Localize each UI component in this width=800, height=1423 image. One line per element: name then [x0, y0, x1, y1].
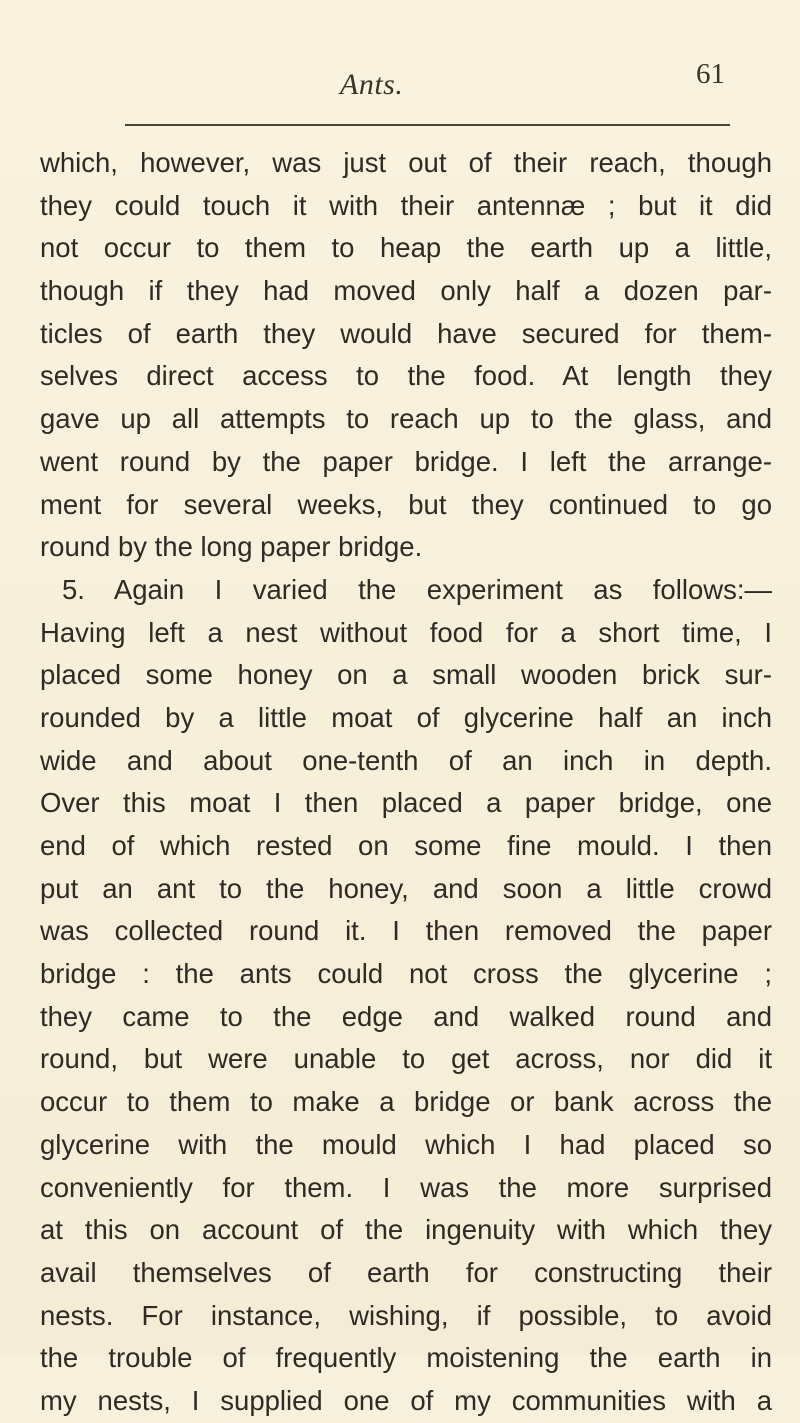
running-head: [0, 58, 800, 108]
text-line: my nests, I supplied one of my communities with a: [40, 1384, 772, 1416]
text-line: placed some honey on a small wooden brick sur-: [40, 659, 772, 691]
text-line: 5. Again I varied the experiment as follows:—: [62, 573, 772, 605]
text-line: they came to the edge and walked round and: [40, 1000, 772, 1032]
text-line: ticles of earth they would have secured for them-: [40, 317, 772, 349]
running-head-title: Ants.: [340, 68, 404, 101]
text-line: not occur to them to heap the earth up a little,: [40, 232, 772, 264]
text-line: selves direct access to the food. At length they: [40, 360, 772, 392]
text-line: end of which rested on some fine mould. I then: [40, 830, 772, 861]
text-line: they could touch it with their antennæ ; but it did: [40, 189, 772, 221]
text-line: wide and about one-tenth of an inch in depth.: [40, 744, 772, 776]
text-line: ment for several weeks, but they continued to go: [40, 488, 772, 520]
text-line: at this on account of the ingenuity with which they: [40, 1214, 772, 1246]
text-line: occur to them to make a bridge or bank across the: [40, 1086, 772, 1118]
page-number: 61: [696, 58, 725, 90]
body-text: [40, 142, 772, 1423]
text-line: round, but were unable to get across, nor did it: [40, 1043, 772, 1075]
text-line: nests. For instance, wishing, if possible, to avoid: [40, 1299, 772, 1331]
text-line: bridge : the ants could not cross the glycerine ;: [40, 958, 772, 990]
text-line: put an ant to the honey, and soon a little crowd: [40, 872, 772, 904]
text-line: Over this moat I then placed a paper bridge, one: [40, 787, 772, 819]
text-line: round by the long paper bridge.: [40, 531, 423, 563]
text-line: went round by the paper bridge. I left the arrange-: [40, 445, 772, 477]
text-line: was collected round it. I then removed the paper: [40, 915, 772, 947]
text-line: which, however, was just out of their reach, though: [40, 147, 772, 178]
header-rule: [125, 124, 730, 126]
text-line: rounded by a little moat of glycerine half an inch: [40, 701, 772, 733]
text-line: Having left a nest without food for a short time, I: [40, 616, 772, 648]
text-line: the trouble of frequently moistening the earth in: [40, 1342, 772, 1374]
text-line: glycerine with the mould which I had placed so: [40, 1128, 772, 1160]
text-line: conveniently for them. I was the more surprised: [40, 1171, 772, 1203]
text-line: gave up all attempts to reach up to the glass, and: [40, 403, 772, 435]
text-line: avail themselves of earth for constructing their: [40, 1256, 772, 1288]
text-line: though if they had moved only half a dozen par-: [40, 275, 772, 307]
